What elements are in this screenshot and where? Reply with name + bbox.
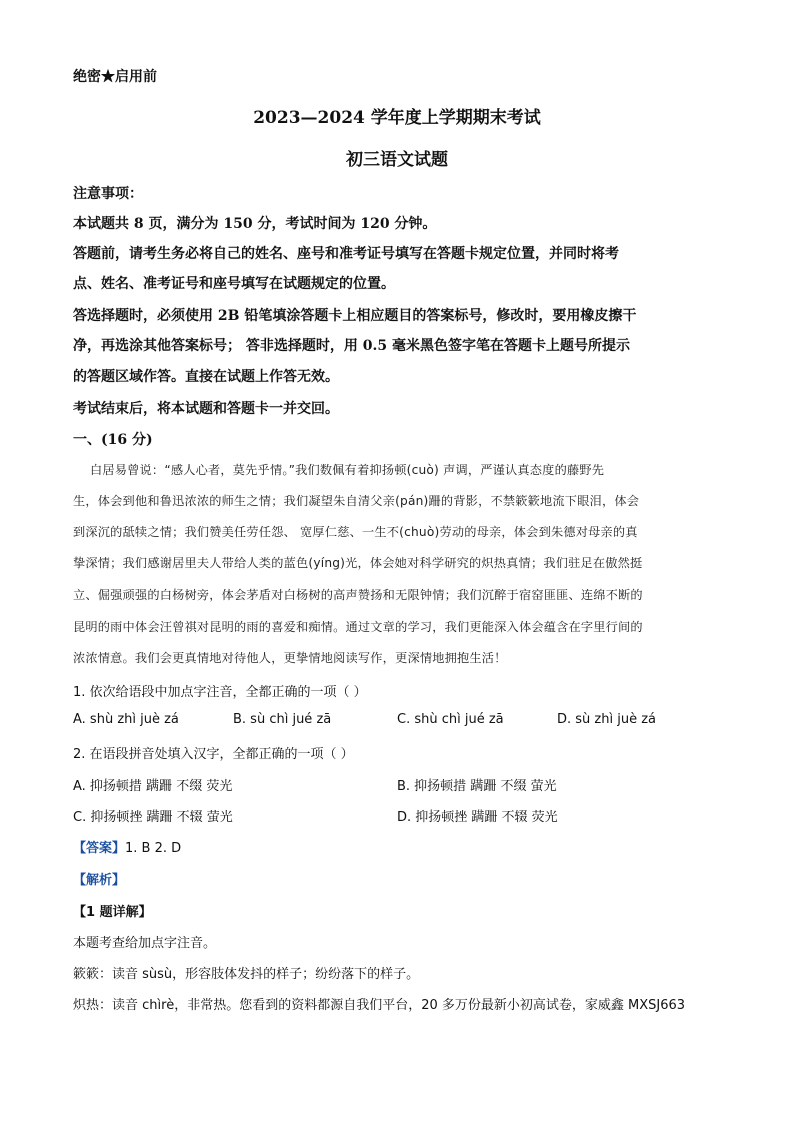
notice-line: 考试结束后，将本试题和答题卡一并交回。 <box>73 401 339 417</box>
passage-line: 白居易曾说：“感人心者，莫先乎情。”我们数佩有着抑扬顿(cuò) 声调，严谨认真态度的藤野先 <box>90 463 605 477</box>
answer-tag: 【答案】 <box>73 841 126 856</box>
notice-line: 的答题区域作答。直接在试题上作答无效。 <box>73 369 339 385</box>
option-a: A. 抑扬顿措 蹒跚 不缀 荧光 <box>73 779 233 794</box>
secret-label: 绝密★启用前 <box>73 69 157 85</box>
passage-line: 到深沉的舐犊之情；我们赞美任劳任怨、 宽厚仁慈、一生不(chuò)劳动的母亲，体会到朱德对母亲的真 <box>73 525 638 539</box>
section-label: 一、(16 分) <box>73 432 153 448</box>
notice-line: 答题前，请考生务必将自己的姓名、座号和准考证号填写在答题卡规定位置，并同时将考 <box>73 246 619 262</box>
exam-title: 2023—2024 学年度上学期期末考试 <box>253 108 541 128</box>
option-d: D. sù zhì juè zá <box>557 712 656 727</box>
notice-line: 净，再选涂其他答案标号； 答非选择题时，用 0.5 毫米黑色签字笔在答题卡上题号所提示 <box>73 338 630 354</box>
notice-line: 本试题共 8 页，满分为 150 分，考试时间为 120 分钟。 <box>73 216 437 232</box>
passage-line: 挚深情；我们感谢居里夫人带给人类的蓝色(yíng)光，体会她对科学研究的炽热真情；我们驻足在傲然挺 <box>73 556 643 570</box>
option-c: C. shù chì jué zā <box>397 712 504 727</box>
exam-subtitle: 初三语文试题 <box>346 150 448 170</box>
question-stem: 1. 依次给语段中加点字注音，全都正确的一项（ ） <box>73 685 367 700</box>
notice-heading: 注意事项： <box>73 186 143 202</box>
notice-line: 点、姓名、准考证号和座号填写在试题规定的位置。 <box>73 276 395 292</box>
passage-line: 立、倔强顽强的白杨树旁，体会茅盾对白杨树的高声赞扬和无限钟情；我们沉醉于宿窑匪匪、连绵不断的 <box>73 588 643 602</box>
question-stem: 2. 在语段拼音处填入汉字，全都正确的一项（ ） <box>73 747 354 762</box>
analysis-text: 本题考查给加点字注音。 <box>73 936 217 951</box>
passage-line: 生，体会到他和鲁迅浓浓的师生之情；我们凝望朱自清父亲(pán)跚的背影，不禁簌簌地流下眼泪，体会 <box>73 494 640 508</box>
analysis-line <box>73 869 125 888</box>
option-d: D. 抑扬顿挫 蹒跚 不辍 荧光 <box>397 810 558 825</box>
analysis-text: 炽热：读音 chìrè，非常热。您看到的资料都源自我们平台，20 多万份最新小初高试卷，家威鑫 MXSJ663 <box>73 998 686 1013</box>
analysis-tag: 【解析】 <box>73 873 126 888</box>
option-a: A. shù zhì juè zá <box>73 712 179 727</box>
option-c: C. 抑扬顿挫 蹒跚 不辍 萤光 <box>73 810 233 825</box>
notice-line: 答选择题时，必须使用 2B 铅笔填涂答题卡上相应题目的答案标号，修改时，要用橡皮擦干 <box>73 308 637 324</box>
option-b: B. sù chì jué zā <box>233 712 332 727</box>
passage-line: 昆明的雨中体会汪曾祺对昆明的雨的喜爱和痴情。通过文章的学习，我们更能深入体会蕴含在字里行间的 <box>73 620 643 634</box>
analysis-subtag: 【1 题详解】 <box>73 905 152 920</box>
analysis-text: 簌簌：读音 sùsù，形容肢体发抖的样子；纷纷落下的样子。 <box>73 967 420 982</box>
answer-line <box>73 837 181 856</box>
answer-value: 1. B 2. D <box>125 841 182 856</box>
option-b: B. 抑扬顿措 蹒跚 不缀 萤光 <box>397 779 557 794</box>
passage-line: 浓浓情意。我们会更真情地对待他人，更挚情地阅读写作，更深情地拥抱生活！ <box>73 651 507 665</box>
